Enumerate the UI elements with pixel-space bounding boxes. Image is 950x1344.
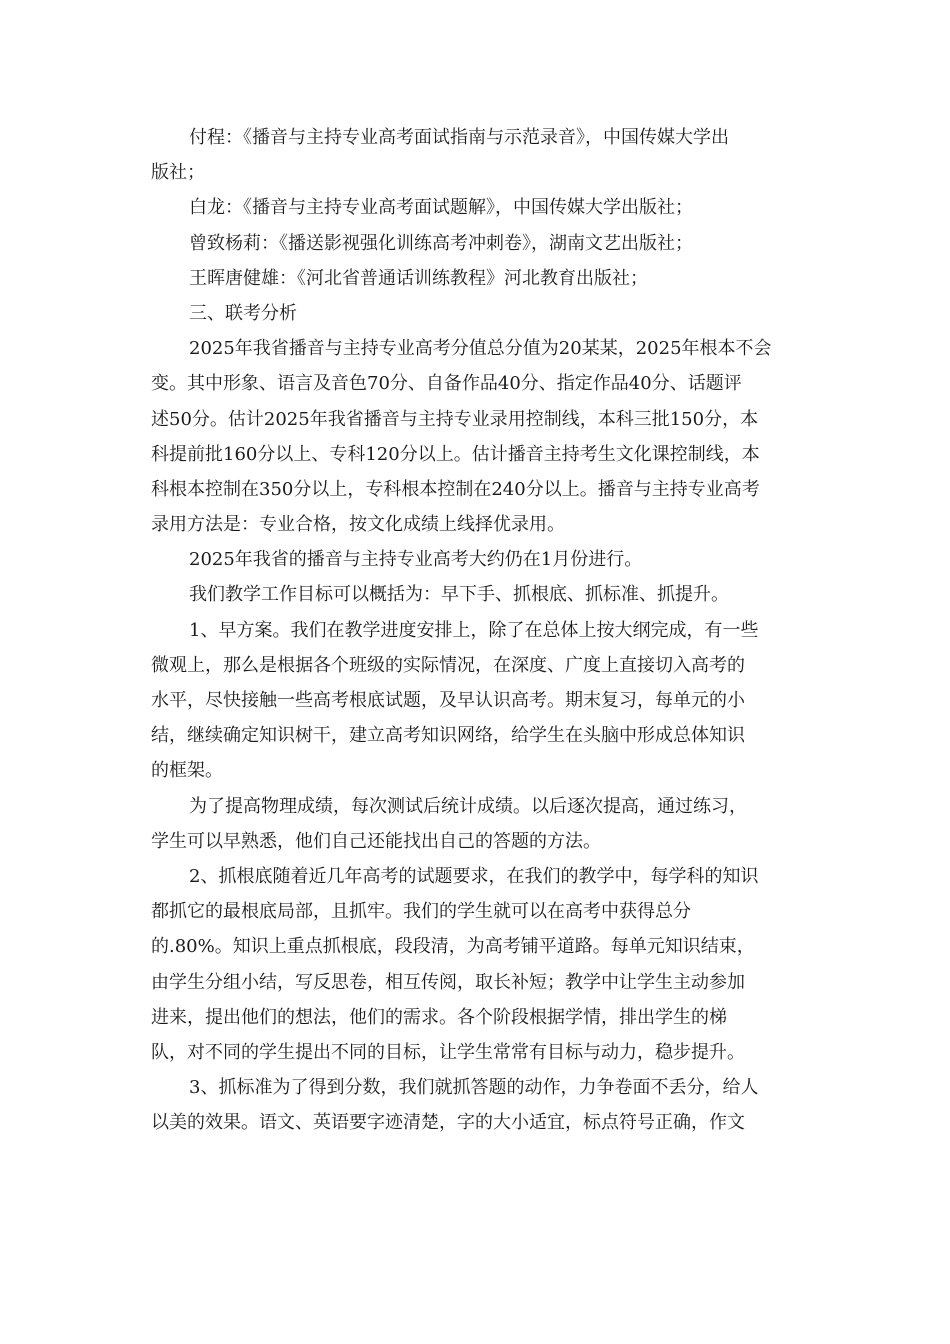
text-line: 版社； — [151, 162, 205, 184]
text-line: 曾致杨莉：《播送影视强化训练高考冲刺卷》，湖南文艺出版社； — [189, 232, 693, 254]
paragraph-exam-date — [151, 542, 800, 577]
text-line: 以美的效果。语文、英语要字迹清楚，字的大小适宜，标点符号正确，作文 — [151, 1112, 745, 1134]
paragraph-ref-1 — [151, 120, 800, 190]
text-line: 进来，提出他们的想法，他们的需求。各个阶段根据学情，排出学生的梯 — [151, 1006, 727, 1028]
paragraph-ref-4 — [151, 261, 800, 296]
text-line: 2、抓根底随着近几年高考的试题要求，在我们的教学中，每学科的知识 — [189, 865, 759, 887]
text-line: 1、早方案。我们在教学进度安排上，除了在总体上按大纲完成，有一些 — [189, 619, 759, 641]
text-line: 都抓它的最根底局部，且抓牢。我们的学生就可以在高考中获得总分 — [151, 901, 691, 923]
paragraph-point-1 — [151, 613, 800, 789]
paragraph-exam-analysis — [151, 331, 800, 542]
document-body — [151, 120, 800, 1140]
text-line: 科根本控制在350分以上，专科根本控制在240分以上。播音与主持专业高考 — [151, 478, 760, 500]
text-line: 我们教学工作目标可以概括为：早下手、抓根底、抓标准、抓提升。 — [189, 584, 729, 606]
text-line: 由学生分组小结，写反思卷，相互传阅，取长补短；教学中让学生主动参加 — [151, 971, 745, 993]
paragraph-teaching-goals — [151, 577, 800, 612]
text-line: 录用方法是：专业合格，按文化成绩上线择优录用。 — [151, 514, 565, 536]
text-line: 述50分。估计2025年我省播音与主持专业录用控制线，本科三批150分，本 — [151, 408, 759, 430]
section-heading — [151, 296, 800, 331]
text-line: 王晖唐健雄：《河北省普通话训练教程》河北教育出版社； — [189, 267, 648, 289]
text-line: 三、联考分析 — [189, 302, 297, 324]
text-line: 变。其中形象、语言及音色70分、自备作品40分、指定作品40分、话题评 — [151, 373, 742, 395]
text-line: 2025年我省播音与主持专业高考分值总分值为20某某，2025年根本不会 — [189, 338, 772, 360]
text-line: 的框架。 — [151, 760, 223, 782]
paragraph-physics — [151, 789, 800, 859]
text-line: 队，对不同的学生提出不同的目标，让学生常常有目标与动力，稳步提升。 — [151, 1041, 745, 1063]
paragraph-ref-2 — [151, 190, 800, 225]
paragraph-point-2 — [151, 859, 800, 1070]
text-line: 3、抓标准为了得到分数，我们就抓答题的动作，力争卷面不丢分，给人 — [189, 1077, 759, 1099]
text-line: 微观上，那么是根据各个班级的实际情况，在深度、广度上直接切入高考的 — [151, 654, 745, 676]
text-line: 水平，尽快接触一些高考根底试题，及早认识高考。期末复习，每单元的小 — [151, 690, 745, 711]
text-line: 学生可以早熟悉，他们自己还能找出自己的答题的方法。 — [151, 830, 601, 852]
text-line: 白龙：《播音与主持专业高考面试题解》，中国传媒大学出版社； — [189, 197, 693, 219]
paragraph-point-3 — [151, 1070, 800, 1140]
text-line: 结，继续确定知识树干，建立高考知识网络，给学生在头脑中形成总体知识 — [151, 725, 745, 747]
text-line: 2025年我省的播音与主持专业高考大约仍在1月份进行。 — [189, 549, 643, 571]
paragraph-ref-3 — [151, 226, 800, 261]
text-line: 付程：《播音与主持专业高考面试指南与示范录音》，中国传媒大学出 — [189, 127, 729, 148]
text-line: 的.80%。知识上重点抓根底，段段清，为高考铺平道路。每单元知识结束， — [151, 936, 755, 958]
text-line: 科提前批160分以上、专科120分以上。估计播音主持考生文化课控制线，本 — [151, 443, 760, 465]
text-line: 为了提高物理成绩，每次测试后统计成绩。以后逐次提高，通过练习， — [189, 795, 747, 817]
